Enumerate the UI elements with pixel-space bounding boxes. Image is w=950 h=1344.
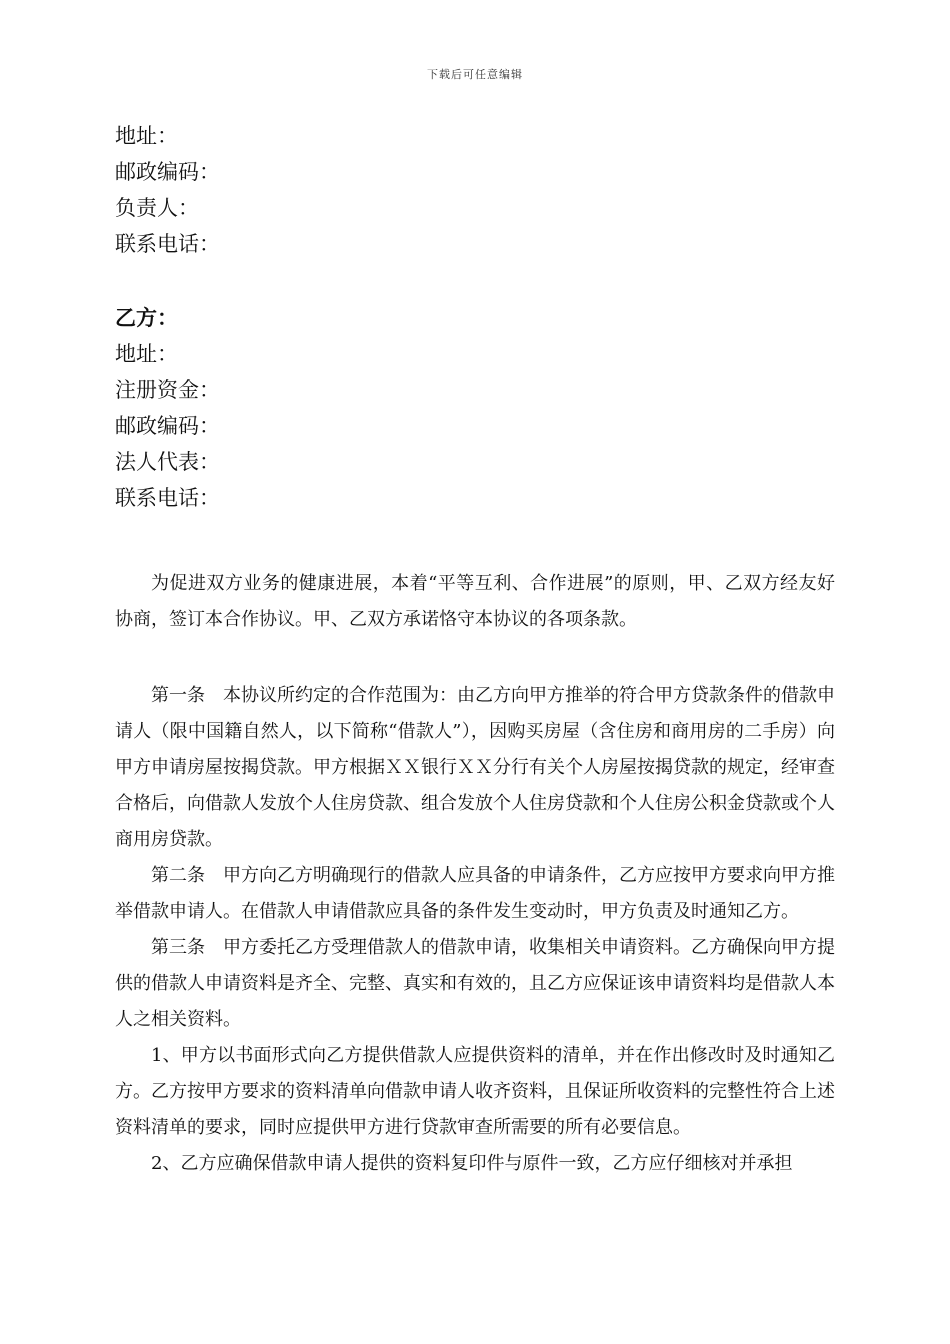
article-2-paragraph: 第二条 甲方向乙方明确现行的借款人应具备的申请条件，乙方应按甲方要求向甲方推举借款申请人。在借款人申请借款应具备的条件发生变动时，甲方负责及时通知乙方。: [115, 865, 835, 922]
party-a-manager-label: 负责人：: [115, 196, 199, 220]
party-b-section: [115, 300, 835, 516]
party-a-section: [115, 118, 835, 262]
party-a-address-label: 地址：: [115, 124, 178, 148]
party-b-phone-label: 联系电话：: [115, 486, 220, 510]
party-b-postcode-label: 邮政编码：: [115, 414, 220, 438]
party-a-phone-label: 联系电话：: [115, 232, 220, 256]
article-3-paragraph: 第三条 甲方委托乙方受理借款人的借款申请，收集相关申请资料。乙方确保向甲方提供的借款人申请资料是齐全、完整、真实和有效的，且乙方应保证该申请资料均是借款人本人之相关资料。: [115, 937, 835, 1030]
party-b-address-label: 地址：: [115, 342, 178, 366]
page-header-note: 下载后可任意编辑: [427, 68, 523, 81]
article-3-item-2: 2、乙方应确保借款申请人提供的资料复印件与原件一致，乙方应仔细核对并承担: [151, 1153, 793, 1174]
party-b-legal-rep-label: 法人代表：: [115, 450, 220, 474]
party-b-heading: 乙方：: [115, 305, 178, 330]
document-page: [115, 118, 835, 1182]
party-b-capital-label: 注册资金：: [115, 378, 220, 402]
article-1-paragraph: 第一条 本协议所约定的合作范围为：由乙方向甲方推举的符合甲方贷款条件的借款申请人（限中国籍自然人，以下简称“借款人”），因购买房屋（含住房和商用房的二手房）向甲方申请房屋按揭贷款。甲方根据ＸＸ银行ＸＸ分行有关个人房屋按揭贷款的规定，经审查合格后，向借款人发放个人住房贷款、组合发放个人住房贷款和个人住房公积金贷款或个人商用房贷款。: [115, 685, 835, 850]
intro-paragraph: 为促进双方业务的健康进展，本着“平等互利、合作进展”的原则，甲、乙双方经友好协商，签订本合作协议。甲、乙双方承诺恪守本协议的各项条款。: [115, 573, 835, 630]
party-a-postcode-label: 邮政编码：: [115, 160, 220, 184]
article-3-item-1: 1、甲方以书面形式向乙方提供借款人应提供资料的清单，并在作出修改时及时通知乙方。乙方按甲方要求的资料清单向借款申请人收齐资料，且保证所收资料的完整性符合上述资料清单的要求，同时应提供甲方进行贷款审查所需要的所有必要信息。: [115, 1045, 835, 1138]
